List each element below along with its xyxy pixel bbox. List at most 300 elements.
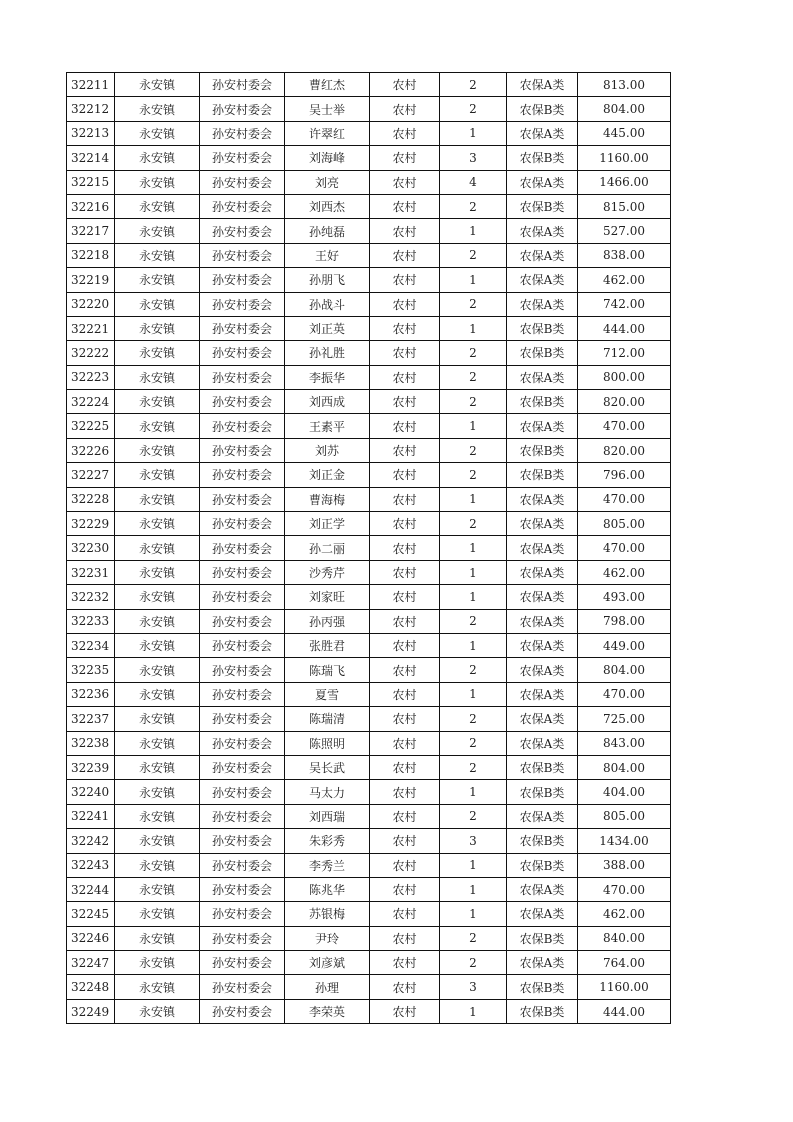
person-name-cell: 马太力 bbox=[285, 780, 370, 804]
amount-cell: 470.00 bbox=[578, 536, 671, 560]
person-name-cell: 孙朋飞 bbox=[285, 268, 370, 292]
person-name-cell: 曹海梅 bbox=[285, 487, 370, 511]
person-name-cell: 李秀兰 bbox=[285, 853, 370, 877]
amount-cell: 838.00 bbox=[578, 243, 671, 267]
table-row bbox=[67, 682, 671, 706]
person-name-cell: 刘正学 bbox=[285, 512, 370, 536]
member-count-cell: 2 bbox=[440, 512, 507, 536]
record-id-cell: 32248 bbox=[67, 975, 115, 999]
village-committee-cell: 孙安村委会 bbox=[200, 877, 285, 901]
insurance-category-cell: 农保A类 bbox=[507, 585, 578, 609]
person-name-cell: 刘西瑞 bbox=[285, 804, 370, 828]
town-cell: 永安镇 bbox=[115, 512, 200, 536]
person-name-cell: 刘西杰 bbox=[285, 194, 370, 218]
town-cell: 永安镇 bbox=[115, 829, 200, 853]
record-id-cell: 32217 bbox=[67, 219, 115, 243]
record-id-cell: 32236 bbox=[67, 682, 115, 706]
record-id-cell: 32247 bbox=[67, 951, 115, 975]
amount-cell: 444.00 bbox=[578, 999, 671, 1023]
record-id-cell: 32219 bbox=[67, 268, 115, 292]
record-id-cell: 32233 bbox=[67, 609, 115, 633]
town-cell: 永安镇 bbox=[115, 585, 200, 609]
insurance-category-cell: 农保A类 bbox=[507, 121, 578, 145]
insurance-category-cell: 农保B类 bbox=[507, 316, 578, 340]
amount-cell: 388.00 bbox=[578, 853, 671, 877]
village-committee-cell: 孙安村委会 bbox=[200, 268, 285, 292]
town-cell: 永安镇 bbox=[115, 243, 200, 267]
record-id-cell: 32241 bbox=[67, 804, 115, 828]
table-row bbox=[67, 658, 671, 682]
member-count-cell: 2 bbox=[440, 707, 507, 731]
person-name-cell: 陈瑞清 bbox=[285, 707, 370, 731]
town-cell: 永安镇 bbox=[115, 975, 200, 999]
record-id-cell: 32232 bbox=[67, 585, 115, 609]
member-count-cell: 2 bbox=[440, 243, 507, 267]
town-cell: 永安镇 bbox=[115, 390, 200, 414]
person-name-cell: 孙礼胜 bbox=[285, 341, 370, 365]
record-id-cell: 32218 bbox=[67, 243, 115, 267]
village-committee-cell: 孙安村委会 bbox=[200, 829, 285, 853]
member-count-cell: 1 bbox=[440, 682, 507, 706]
amount-cell: 840.00 bbox=[578, 926, 671, 950]
town-cell: 永安镇 bbox=[115, 999, 200, 1023]
insurance-category-cell: 农保A类 bbox=[507, 243, 578, 267]
person-name-cell: 夏雪 bbox=[285, 682, 370, 706]
table-row bbox=[67, 463, 671, 487]
person-name-cell: 陈兆华 bbox=[285, 877, 370, 901]
household-type-cell: 农村 bbox=[370, 146, 440, 170]
insurance-category-cell: 农保B类 bbox=[507, 975, 578, 999]
household-type-cell: 农村 bbox=[370, 316, 440, 340]
member-count-cell: 2 bbox=[440, 438, 507, 462]
member-count-cell: 1 bbox=[440, 536, 507, 560]
town-cell: 永安镇 bbox=[115, 609, 200, 633]
amount-cell: 404.00 bbox=[578, 780, 671, 804]
person-name-cell: 刘正金 bbox=[285, 463, 370, 487]
member-count-cell: 3 bbox=[440, 975, 507, 999]
table-row bbox=[67, 292, 671, 316]
village-committee-cell: 孙安村委会 bbox=[200, 975, 285, 999]
member-count-cell: 4 bbox=[440, 170, 507, 194]
household-type-cell: 农村 bbox=[370, 341, 440, 365]
town-cell: 永安镇 bbox=[115, 121, 200, 145]
record-id-cell: 32214 bbox=[67, 146, 115, 170]
town-cell: 永安镇 bbox=[115, 487, 200, 511]
member-count-cell: 2 bbox=[440, 341, 507, 365]
table-row bbox=[67, 268, 671, 292]
amount-cell: 804.00 bbox=[578, 755, 671, 779]
town-cell: 永安镇 bbox=[115, 146, 200, 170]
person-name-cell: 吴士举 bbox=[285, 97, 370, 121]
record-id-cell: 32222 bbox=[67, 341, 115, 365]
insurance-category-cell: 农保A类 bbox=[507, 536, 578, 560]
member-count-cell: 1 bbox=[440, 853, 507, 877]
amount-cell: 742.00 bbox=[578, 292, 671, 316]
member-count-cell: 1 bbox=[440, 585, 507, 609]
amount-cell: 820.00 bbox=[578, 390, 671, 414]
town-cell: 永安镇 bbox=[115, 536, 200, 560]
insurance-category-cell: 农保B类 bbox=[507, 463, 578, 487]
village-committee-cell: 孙安村委会 bbox=[200, 707, 285, 731]
member-count-cell: 2 bbox=[440, 463, 507, 487]
member-count-cell: 2 bbox=[440, 365, 507, 389]
table-row bbox=[67, 780, 671, 804]
town-cell: 永安镇 bbox=[115, 902, 200, 926]
record-id-cell: 32228 bbox=[67, 487, 115, 511]
table-body bbox=[67, 73, 671, 1024]
town-cell: 永安镇 bbox=[115, 463, 200, 487]
amount-cell: 445.00 bbox=[578, 121, 671, 145]
member-count-cell: 2 bbox=[440, 194, 507, 218]
household-type-cell: 农村 bbox=[370, 390, 440, 414]
household-type-cell: 农村 bbox=[370, 268, 440, 292]
person-name-cell: 刘彦斌 bbox=[285, 951, 370, 975]
table-row bbox=[67, 731, 671, 755]
table-row bbox=[67, 999, 671, 1023]
table-row bbox=[67, 707, 671, 731]
table-row bbox=[67, 951, 671, 975]
household-type-cell: 农村 bbox=[370, 73, 440, 97]
household-type-cell: 农村 bbox=[370, 219, 440, 243]
member-count-cell: 1 bbox=[440, 780, 507, 804]
insurance-category-cell: 农保A类 bbox=[507, 658, 578, 682]
table-row bbox=[67, 926, 671, 950]
insurance-category-cell: 农保A类 bbox=[507, 268, 578, 292]
record-id-cell: 32215 bbox=[67, 170, 115, 194]
member-count-cell: 1 bbox=[440, 414, 507, 438]
household-type-cell: 农村 bbox=[370, 780, 440, 804]
amount-cell: 815.00 bbox=[578, 194, 671, 218]
table-row bbox=[67, 194, 671, 218]
person-name-cell: 苏银梅 bbox=[285, 902, 370, 926]
town-cell: 永安镇 bbox=[115, 73, 200, 97]
household-type-cell: 农村 bbox=[370, 414, 440, 438]
village-committee-cell: 孙安村委会 bbox=[200, 560, 285, 584]
village-committee-cell: 孙安村委会 bbox=[200, 585, 285, 609]
record-id-cell: 32237 bbox=[67, 707, 115, 731]
table-row bbox=[67, 512, 671, 536]
member-count-cell: 1 bbox=[440, 877, 507, 901]
amount-cell: 1466.00 bbox=[578, 170, 671, 194]
amount-cell: 462.00 bbox=[578, 268, 671, 292]
member-count-cell: 1 bbox=[440, 121, 507, 145]
insurance-category-cell: 农保B类 bbox=[507, 999, 578, 1023]
insurance-category-cell: 农保A类 bbox=[507, 560, 578, 584]
amount-cell: 470.00 bbox=[578, 414, 671, 438]
household-type-cell: 农村 bbox=[370, 194, 440, 218]
person-name-cell: 尹玲 bbox=[285, 926, 370, 950]
household-type-cell: 农村 bbox=[370, 926, 440, 950]
town-cell: 永安镇 bbox=[115, 414, 200, 438]
household-type-cell: 农村 bbox=[370, 585, 440, 609]
person-name-cell: 刘家旺 bbox=[285, 585, 370, 609]
member-count-cell: 2 bbox=[440, 926, 507, 950]
member-count-cell: 2 bbox=[440, 97, 507, 121]
table-row bbox=[67, 316, 671, 340]
member-count-cell: 1 bbox=[440, 633, 507, 657]
amount-cell: 843.00 bbox=[578, 731, 671, 755]
record-id-cell: 32234 bbox=[67, 633, 115, 657]
table-row bbox=[67, 414, 671, 438]
record-id-cell: 32216 bbox=[67, 194, 115, 218]
record-id-cell: 32230 bbox=[67, 536, 115, 560]
village-committee-cell: 孙安村委会 bbox=[200, 170, 285, 194]
record-id-cell: 32231 bbox=[67, 560, 115, 584]
person-name-cell: 朱彩秀 bbox=[285, 829, 370, 853]
person-name-cell: 王好 bbox=[285, 243, 370, 267]
household-type-cell: 农村 bbox=[370, 829, 440, 853]
insurance-category-cell: 农保B类 bbox=[507, 194, 578, 218]
table-row bbox=[67, 219, 671, 243]
household-type-cell: 农村 bbox=[370, 951, 440, 975]
amount-cell: 764.00 bbox=[578, 951, 671, 975]
town-cell: 永安镇 bbox=[115, 877, 200, 901]
amount-cell: 449.00 bbox=[578, 633, 671, 657]
village-committee-cell: 孙安村委会 bbox=[200, 780, 285, 804]
record-id-cell: 32242 bbox=[67, 829, 115, 853]
village-committee-cell: 孙安村委会 bbox=[200, 292, 285, 316]
village-committee-cell: 孙安村委会 bbox=[200, 414, 285, 438]
amount-cell: 1434.00 bbox=[578, 829, 671, 853]
amount-cell: 462.00 bbox=[578, 560, 671, 584]
town-cell: 永安镇 bbox=[115, 926, 200, 950]
person-name-cell: 孙战斗 bbox=[285, 292, 370, 316]
household-type-cell: 农村 bbox=[370, 682, 440, 706]
table-row bbox=[67, 121, 671, 145]
table-row bbox=[67, 487, 671, 511]
insurance-category-cell: 农保A类 bbox=[507, 414, 578, 438]
village-committee-cell: 孙安村委会 bbox=[200, 97, 285, 121]
table-row bbox=[67, 73, 671, 97]
amount-cell: 462.00 bbox=[578, 902, 671, 926]
household-type-cell: 农村 bbox=[370, 999, 440, 1023]
table-row bbox=[67, 146, 671, 170]
data-table bbox=[66, 72, 671, 1024]
member-count-cell: 1 bbox=[440, 487, 507, 511]
member-count-cell: 2 bbox=[440, 804, 507, 828]
insurance-category-cell: 农保A类 bbox=[507, 487, 578, 511]
household-type-cell: 农村 bbox=[370, 560, 440, 584]
table-row bbox=[67, 560, 671, 584]
village-committee-cell: 孙安村委会 bbox=[200, 755, 285, 779]
member-count-cell: 1 bbox=[440, 560, 507, 584]
person-name-cell: 孙理 bbox=[285, 975, 370, 999]
town-cell: 永安镇 bbox=[115, 194, 200, 218]
record-id-cell: 32213 bbox=[67, 121, 115, 145]
member-count-cell: 2 bbox=[440, 755, 507, 779]
member-count-cell: 1 bbox=[440, 999, 507, 1023]
insurance-category-cell: 农保A类 bbox=[507, 731, 578, 755]
amount-cell: 798.00 bbox=[578, 609, 671, 633]
village-committee-cell: 孙安村委会 bbox=[200, 219, 285, 243]
person-name-cell: 李振华 bbox=[285, 365, 370, 389]
household-type-cell: 农村 bbox=[370, 731, 440, 755]
town-cell: 永安镇 bbox=[115, 170, 200, 194]
table-row bbox=[67, 438, 671, 462]
household-type-cell: 农村 bbox=[370, 755, 440, 779]
member-count-cell: 2 bbox=[440, 731, 507, 755]
town-cell: 永安镇 bbox=[115, 219, 200, 243]
member-count-cell: 1 bbox=[440, 316, 507, 340]
amount-cell: 1160.00 bbox=[578, 146, 671, 170]
record-id-cell: 32239 bbox=[67, 755, 115, 779]
insurance-category-cell: 农保B类 bbox=[507, 146, 578, 170]
town-cell: 永安镇 bbox=[115, 316, 200, 340]
table-row bbox=[67, 390, 671, 414]
amount-cell: 1160.00 bbox=[578, 975, 671, 999]
person-name-cell: 沙秀芹 bbox=[285, 560, 370, 584]
person-name-cell: 王素平 bbox=[285, 414, 370, 438]
person-name-cell: 刘正英 bbox=[285, 316, 370, 340]
amount-cell: 470.00 bbox=[578, 682, 671, 706]
insurance-category-cell: 农保A类 bbox=[507, 365, 578, 389]
insurance-category-cell: 农保A类 bbox=[507, 951, 578, 975]
member-count-cell: 3 bbox=[440, 829, 507, 853]
village-committee-cell: 孙安村委会 bbox=[200, 536, 285, 560]
record-id-cell: 32225 bbox=[67, 414, 115, 438]
table-row bbox=[67, 902, 671, 926]
village-committee-cell: 孙安村委会 bbox=[200, 365, 285, 389]
record-id-cell: 32246 bbox=[67, 926, 115, 950]
town-cell: 永安镇 bbox=[115, 804, 200, 828]
household-type-cell: 农村 bbox=[370, 463, 440, 487]
member-count-cell: 2 bbox=[440, 609, 507, 633]
member-count-cell: 2 bbox=[440, 390, 507, 414]
person-name-cell: 孙二丽 bbox=[285, 536, 370, 560]
insurance-category-cell: 农保A类 bbox=[507, 609, 578, 633]
insurance-category-cell: 农保B类 bbox=[507, 97, 578, 121]
town-cell: 永安镇 bbox=[115, 560, 200, 584]
person-name-cell: 刘苏 bbox=[285, 438, 370, 462]
person-name-cell: 李荣英 bbox=[285, 999, 370, 1023]
village-committee-cell: 孙安村委会 bbox=[200, 243, 285, 267]
household-type-cell: 农村 bbox=[370, 609, 440, 633]
household-type-cell: 农村 bbox=[370, 170, 440, 194]
town-cell: 永安镇 bbox=[115, 633, 200, 657]
town-cell: 永安镇 bbox=[115, 731, 200, 755]
village-committee-cell: 孙安村委会 bbox=[200, 682, 285, 706]
table-row bbox=[67, 97, 671, 121]
table-row bbox=[67, 975, 671, 999]
record-id-cell: 32245 bbox=[67, 902, 115, 926]
record-id-cell: 32235 bbox=[67, 658, 115, 682]
village-committee-cell: 孙安村委会 bbox=[200, 902, 285, 926]
village-committee-cell: 孙安村委会 bbox=[200, 999, 285, 1023]
town-cell: 永安镇 bbox=[115, 682, 200, 706]
insurance-category-cell: 农保B类 bbox=[507, 780, 578, 804]
household-type-cell: 农村 bbox=[370, 975, 440, 999]
insurance-category-cell: 农保A类 bbox=[507, 877, 578, 901]
amount-cell: 800.00 bbox=[578, 365, 671, 389]
household-type-cell: 农村 bbox=[370, 97, 440, 121]
table-row bbox=[67, 585, 671, 609]
amount-cell: 804.00 bbox=[578, 97, 671, 121]
town-cell: 永安镇 bbox=[115, 707, 200, 731]
household-type-cell: 农村 bbox=[370, 877, 440, 901]
record-id-cell: 32211 bbox=[67, 73, 115, 97]
town-cell: 永安镇 bbox=[115, 658, 200, 682]
member-count-cell: 2 bbox=[440, 658, 507, 682]
record-id-cell: 32212 bbox=[67, 97, 115, 121]
amount-cell: 470.00 bbox=[578, 877, 671, 901]
village-committee-cell: 孙安村委会 bbox=[200, 341, 285, 365]
table-row bbox=[67, 341, 671, 365]
member-count-cell: 3 bbox=[440, 146, 507, 170]
record-id-cell: 32229 bbox=[67, 512, 115, 536]
amount-cell: 725.00 bbox=[578, 707, 671, 731]
household-type-cell: 农村 bbox=[370, 804, 440, 828]
insurance-category-cell: 农保B类 bbox=[507, 853, 578, 877]
household-type-cell: 农村 bbox=[370, 243, 440, 267]
record-id-cell: 32223 bbox=[67, 365, 115, 389]
amount-cell: 805.00 bbox=[578, 804, 671, 828]
insurance-category-cell: 农保A类 bbox=[507, 73, 578, 97]
village-committee-cell: 孙安村委会 bbox=[200, 121, 285, 145]
person-name-cell: 曹红杰 bbox=[285, 73, 370, 97]
insurance-category-cell: 农保A类 bbox=[507, 170, 578, 194]
member-count-cell: 1 bbox=[440, 902, 507, 926]
table-row bbox=[67, 877, 671, 901]
person-name-cell: 孙纯磊 bbox=[285, 219, 370, 243]
amount-cell: 813.00 bbox=[578, 73, 671, 97]
amount-cell: 804.00 bbox=[578, 658, 671, 682]
village-committee-cell: 孙安村委会 bbox=[200, 146, 285, 170]
household-type-cell: 农村 bbox=[370, 512, 440, 536]
record-id-cell: 32227 bbox=[67, 463, 115, 487]
town-cell: 永安镇 bbox=[115, 755, 200, 779]
village-committee-cell: 孙安村委会 bbox=[200, 853, 285, 877]
member-count-cell: 1 bbox=[440, 219, 507, 243]
village-committee-cell: 孙安村委会 bbox=[200, 316, 285, 340]
insurance-category-cell: 农保A类 bbox=[507, 292, 578, 316]
household-type-cell: 农村 bbox=[370, 292, 440, 316]
insurance-category-cell: 农保B类 bbox=[507, 926, 578, 950]
record-id-cell: 32240 bbox=[67, 780, 115, 804]
amount-cell: 493.00 bbox=[578, 585, 671, 609]
person-name-cell: 刘西成 bbox=[285, 390, 370, 414]
table-row bbox=[67, 365, 671, 389]
household-type-cell: 农村 bbox=[370, 707, 440, 731]
town-cell: 永安镇 bbox=[115, 438, 200, 462]
insurance-category-cell: 农保A类 bbox=[507, 682, 578, 706]
insurance-category-cell: 农保A类 bbox=[507, 902, 578, 926]
person-name-cell: 吴长武 bbox=[285, 755, 370, 779]
insurance-category-cell: 农保A类 bbox=[507, 633, 578, 657]
village-committee-cell: 孙安村委会 bbox=[200, 73, 285, 97]
table-row bbox=[67, 170, 671, 194]
village-committee-cell: 孙安村委会 bbox=[200, 658, 285, 682]
insurance-category-cell: 农保A类 bbox=[507, 804, 578, 828]
record-id-cell: 32238 bbox=[67, 731, 115, 755]
household-type-cell: 农村 bbox=[370, 536, 440, 560]
insurance-category-cell: 农保B类 bbox=[507, 755, 578, 779]
table-row bbox=[67, 804, 671, 828]
town-cell: 永安镇 bbox=[115, 268, 200, 292]
table-row bbox=[67, 829, 671, 853]
amount-cell: 820.00 bbox=[578, 438, 671, 462]
table-row bbox=[67, 609, 671, 633]
village-committee-cell: 孙安村委会 bbox=[200, 438, 285, 462]
village-committee-cell: 孙安村委会 bbox=[200, 194, 285, 218]
household-type-cell: 农村 bbox=[370, 633, 440, 657]
record-id-cell: 32224 bbox=[67, 390, 115, 414]
amount-cell: 527.00 bbox=[578, 219, 671, 243]
member-count-cell: 2 bbox=[440, 951, 507, 975]
person-name-cell: 陈瑞飞 bbox=[285, 658, 370, 682]
insurance-category-cell: 农保A类 bbox=[507, 219, 578, 243]
member-count-cell: 2 bbox=[440, 292, 507, 316]
household-type-cell: 农村 bbox=[370, 853, 440, 877]
